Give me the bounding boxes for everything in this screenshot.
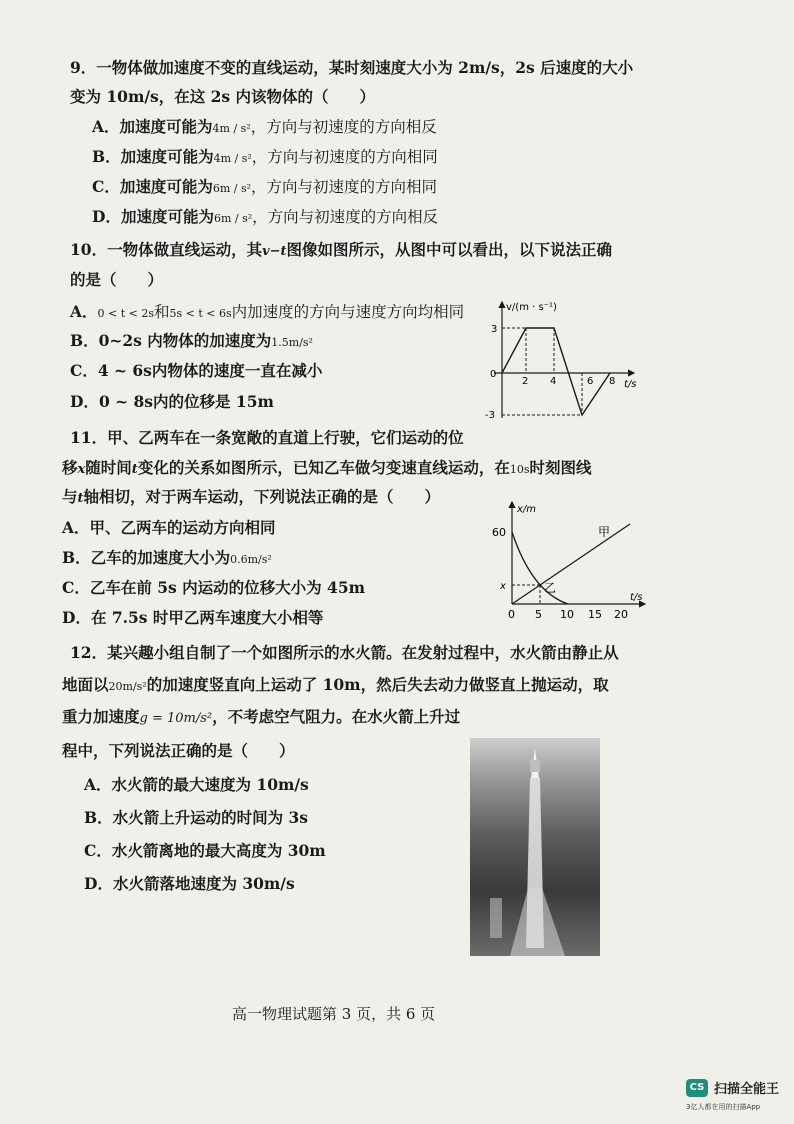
xt-ylabel: x/m (517, 504, 537, 515)
xt-curve-yi (512, 532, 568, 604)
xt-xtick-0: 0 (508, 608, 515, 621)
watermark-brand: 扫描全能王 (714, 1082, 780, 1097)
xt-label-yi: 乙 (544, 581, 557, 595)
q10-stem-line1: 10．一物体做直线运动，其v−t图像如图所示，从图中可以看出，以下说法正确 (70, 240, 613, 259)
q11-option-d: D．在 7.5s 时甲乙两车速度大小相等 (62, 608, 324, 627)
watermark-subtitle: 3亿人都在用的扫描App (686, 1103, 761, 1111)
xt-xlabel: t/s (630, 592, 643, 603)
q9-option-c: C．加速度可能为6m / s²，方向与初速度的方向相同 (92, 177, 438, 196)
q12-stem-line1: 12．某兴趣小组自制了一个如图所示的水火箭。在发射过程中，水火箭由静止从 (70, 643, 619, 662)
q11-option-c: C．乙车在前 5s 内运动的位移大小为 45m (62, 578, 366, 597)
vt-xlabel: t/s (624, 379, 637, 390)
q12-stem-line2: 地面以20m/s²的加速度竖直向上运动了 10m，然后失去动力做竖直上抛运动，取 (62, 675, 609, 694)
xt-label-jia: 甲 (598, 525, 611, 539)
q9-stem-line1: 9．一物体做加速度不变的直线运动，某时刻速度大小为 2m/s，2s 后速度的大小 (70, 58, 634, 77)
q12-stem-line3: 重力加速度g = 10m/s²，不考虑空气阻力。在水火箭上升过 (62, 707, 461, 726)
q11-stem-line1: 11．甲、乙两车在一条宽敞的直道上行驶，它们运动的位 (70, 428, 464, 447)
vt-graph (472, 290, 652, 430)
cs-logo-icon: CS (686, 1079, 708, 1097)
xt-ymark-x: x (500, 581, 506, 592)
scanner-watermark (686, 1078, 779, 1097)
q10-stem-line2: 的是（ ） (70, 270, 164, 289)
q12-option-d: D．水火箭落地速度为 30m/s (84, 874, 295, 893)
q9-option-a: A．加速度可能为4m / s²，方向与初速度的方向相反 (92, 117, 437, 136)
vt-xtick-2: 2 (522, 376, 529, 387)
q11-stem-line3: 与t轴相切，对于两车运动，下列说法正确的是（ ） (62, 487, 441, 506)
q10-option-c: C．4 ~ 6s内物体的速度一直在减小 (70, 361, 323, 380)
water-rocket-photo (470, 738, 600, 956)
vt-xtick-4: 4 (550, 376, 557, 387)
xt-xtick-20: 20 (614, 608, 628, 621)
page-footer: 高一物理试题第 3 页，共 6 页 (232, 1005, 436, 1023)
vt-ylabel: v/(m · s⁻¹) (506, 302, 557, 313)
q12-option-b: B．水火箭上升运动的时间为 3s (84, 808, 309, 827)
q11-stem-line2: 移x随时间t变化的关系如图所示，已知乙车做匀变速直线运动，在10s时刻图线 (62, 458, 592, 477)
q12-option-c: C．水火箭离地的最大高度为 30m (84, 841, 326, 860)
q12-stem-line4: 程中，下列说法正确的是（ ） (62, 741, 295, 760)
vt-ytick-neg3: -3 (485, 410, 495, 421)
xt-xtick-5: 5 (535, 608, 542, 621)
q12-option-a: A．水火箭的最大速度为 10m/s (84, 775, 309, 794)
q10-option-d: D．0 ~ 8s内的位移是 15m (70, 392, 274, 411)
q11-option-a: A．甲、乙两车的运动方向相同 (62, 518, 276, 537)
q9-stem-line2: 变为 10m/s，在这 2s 内该物体的（ ） (70, 87, 376, 106)
xt-xtick-10: 10 (560, 608, 574, 621)
xt-xtick-15: 15 (588, 608, 602, 621)
xt-line-jia (512, 524, 630, 604)
q9-option-b: B．加速度可能为4m / s²，方向与初速度的方向相同 (92, 147, 438, 166)
xt-ytick-60: 60 (492, 526, 506, 539)
q9-option-d: D．加速度可能为6m / s²，方向与初速度的方向相反 (92, 207, 439, 226)
q10-option-b: B．0~2s 内物体的加速度为1.5m/s² (70, 331, 313, 350)
xt-graph (480, 496, 655, 626)
vt-curve (502, 328, 610, 415)
q10-option-a: A．0 < t < 2s和5s < t < 6s内加速度的方向与速度方向均相同 (70, 302, 465, 321)
vt-ytick-3: 3 (491, 324, 498, 335)
vt-xtick-8: 8 (609, 376, 616, 387)
water-rocket-icon (470, 738, 600, 956)
vt-origin: 0 (490, 369, 497, 380)
vt-xtick-6: 6 (587, 376, 594, 387)
q11-option-b: B．乙车的加速度大小为0.6m/s² (62, 548, 272, 567)
